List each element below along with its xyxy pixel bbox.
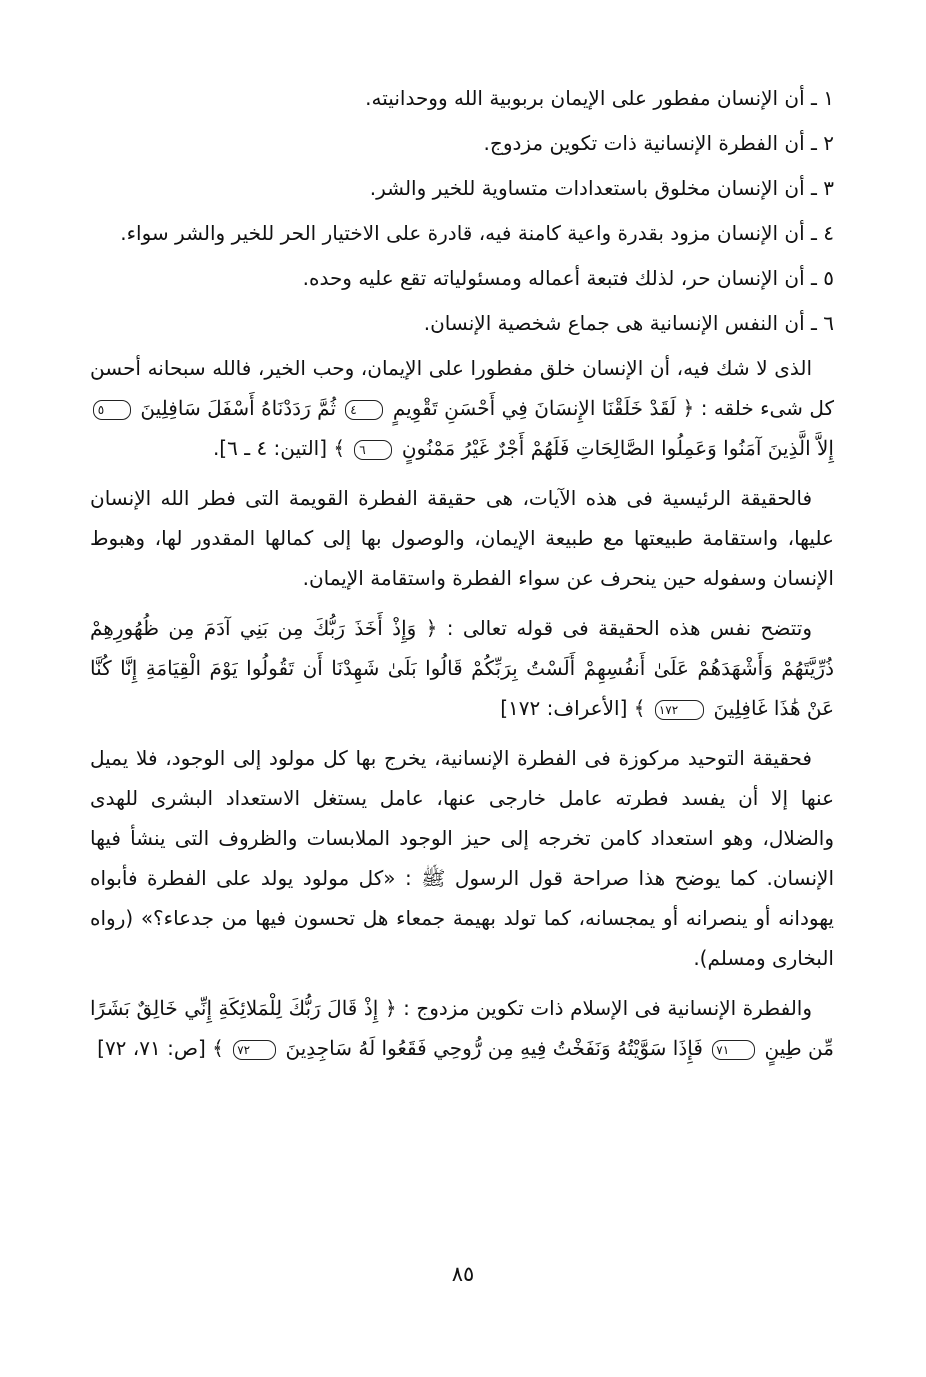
verse-close-bracket: ﴾ — [633, 696, 646, 720]
ayah-number-marker: ١٧٢ — [655, 700, 704, 720]
paragraph-intro: الذى لا شك فيه، أن الإنسان خلق مفطورا على الإيمان، وحب الخير، فالله سبحانه أحسن كل شىء خلقه : — [90, 356, 835, 420]
paragraph-intro: وتتضح نفس هذه الحقيقة فى قوله تعالى : — [446, 616, 812, 640]
list-item-3 — [90, 168, 834, 208]
paragraph-main-truth: فالحقيقة الرئيسية فى هذه الآيات، هى حقيقة الفطرة القويمة التى فطر الله الإنسان عليها، واستقامة طبيعتها مع طبيعة الإيمان، والوصول بها إلى كمالها المقدور لها، وهبوط الإنسان وسفوله حين ينحرف عن سواء الفطرة واستقامة الإيمان. — [90, 486, 834, 590]
quran-verse: إِلاَّ الَّذِينَ آمَنُوا وَعَمِلُوا الصَّالِحَاتِ فَلَهُمْ أَجْرٌ غَيْرُ مَمْنُونٍ — [401, 436, 834, 460]
ayah-number-marker: ٦ — [354, 440, 392, 460]
list-number: ٤ ـ — [811, 221, 834, 245]
quran-verse: ﴿ لَقَدْ خَلَقْنَا الإِنسَانَ فِي أَحْسَنِ تَقْوِيمٍ — [392, 396, 695, 420]
verse-close-bracket: ﴾ — [212, 1036, 224, 1060]
quran-verse: ثُمَّ رَدَدْنَاهُ أَسْفَلَ سَافِلِينَ — [140, 396, 337, 420]
list-number: ٣ ـ — [811, 176, 834, 200]
hadith-quote: : «كل مولود يولد على الفطرة فأبواه يهودانه أو ينصرانه أو يمجسانه، كما تولد بهيمة جمعاء هل تحسون فيها من جدعاء؟» — [90, 866, 835, 930]
list-item-4 — [90, 213, 834, 253]
quran-verse: ﴿ إِذْ قَالَ رَبُّكَ لِلْمَلائِكَةِ إِنِّي خَالِقٌ بَشَرًا مِّن طِينٍ — [90, 996, 834, 1060]
ayah-number-marker: ٥ — [93, 400, 131, 420]
list-number: ٢ ـ — [811, 131, 834, 155]
list-text: أن النفس الإنسانية هى جماع شخصية الإنسان. — [423, 311, 805, 335]
list-text: أن الإنسان مزود بقدرة واعية كامنة فيه، قادرة على الاختيار الحر للخير والشر سواء. — [120, 221, 805, 245]
paragraph-dual-nature-verse — [90, 988, 834, 1068]
page-number: ٨٥ — [451, 1262, 475, 1286]
verse-reference: [الأعراف: ١٧٢] — [500, 696, 628, 720]
verse-reference: [ص: ٧١، ٧٢] — [97, 1036, 206, 1060]
paragraph-covenant-verse — [90, 608, 834, 728]
list-text: أن الفطرة الإنسانية ذات تكوين مزدوج. — [483, 131, 805, 155]
list-item-5 — [90, 258, 834, 298]
salutation-glyph: ﷺ — [421, 866, 446, 890]
verse-close-bracket: ﴾ — [333, 436, 346, 460]
list-number: ١ ـ — [811, 86, 834, 110]
paragraph-text: فحقيقة التوحيد مركوزة فى الفطرة الإنسانية، يخرج بها كل مولود إلى الوجود، فلا يميل عنها إلا أن يفسد فطرته عامل خارجى عنها، عامل يستغل الاستعداد البشرى للهدى والضلال، وهو استعداد كامن تخرجه إلى حيز الوجود الملابسات والظروف التى ينشأ فيها الإنسان. كما يوضح هذا صراحة قول الرسول — [90, 746, 834, 890]
list-text: أن الإنسان مفطور على الإيمان بربوبية الله ووحدانيته. — [365, 86, 805, 110]
ayah-number-marker: ٧٢ — [233, 1040, 276, 1060]
list-text: أن الإنسان حر، لذلك فتبعة أعماله ومسئولياته تقع عليه وحده. — [302, 266, 805, 290]
quran-verse: فَإِذَا سَوَّيْتُهُ وَنَفَخْتُ فِيهِ مِن رُّوحِي فَقَعُوا لَهُ سَاجِدِينَ — [285, 1036, 703, 1060]
list-item-6 — [90, 303, 834, 343]
list-item-2 — [90, 123, 834, 163]
paragraph-tawhid-hadith — [90, 738, 834, 978]
hadith-reference: (رواه البخارى ومسلم). — [90, 906, 834, 970]
ayah-number-marker: ٧١ — [712, 1040, 755, 1060]
list-number: ٥ ـ — [811, 266, 834, 290]
paragraph-fitra-verse — [90, 348, 834, 468]
quran-verse: ﴿ وَإِذْ أَخَذَ رَبُّكَ مِن بَنِي آدَمَ مِن ظُهُورِهِمْ ذُرِّيَّتَهُمْ وَأَشْهَدَهُمْ عَلَىٰ أَنفُسِهِمْ أَلَسْتُ بِرَبِّكُمْ قَالُوا بَلَىٰ شَهِدْنَا أَن تَقُولُوا يَوْمَ الْقِيَامَةِ إِنَّا كُنَّا عَنْ هَٰذَا غَافِلِينَ — [90, 616, 834, 720]
list-number: ٦ ـ — [811, 311, 834, 335]
ayah-number-marker: ٤ — [345, 400, 383, 420]
page-body — [90, 78, 834, 1078]
verse-reference: [التين: ٤ ـ ٦]. — [212, 436, 328, 460]
list-text: أن الإنسان مخلوق باستعدادات متساوية للخير والشر. — [369, 176, 805, 200]
list-item-1 — [90, 78, 834, 118]
paragraph-intro: والفطرة الإنسانية فى الإسلام ذات تكوين مزدوج : — [403, 996, 813, 1020]
